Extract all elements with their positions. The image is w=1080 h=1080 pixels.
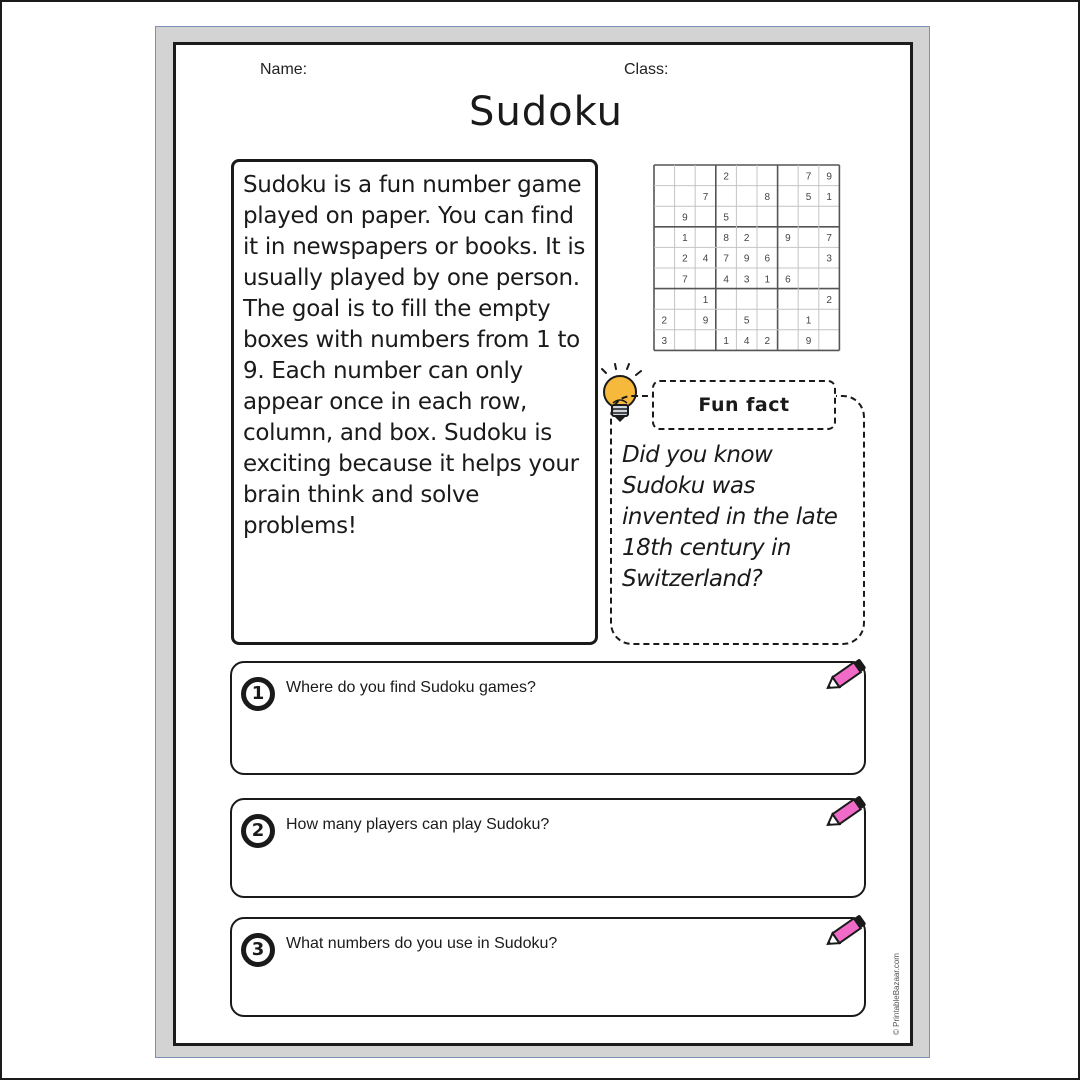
sudoku-cell-value: 9: [785, 233, 791, 245]
sudoku-cell-value: 2: [764, 336, 771, 348]
sudoku-cell-value: 5: [723, 212, 729, 224]
sudoku-cell-value: 3: [743, 274, 750, 286]
question-text: What numbers do you use in Sudoku?: [286, 935, 558, 952]
pencil-icon: [822, 651, 874, 703]
pencil-icon: [822, 788, 874, 840]
reading-passage-box: [231, 159, 598, 645]
sudoku-cell-value: 1: [723, 336, 729, 348]
sudoku-cell-value: 5: [743, 315, 750, 327]
sudoku-cell-value: 2: [723, 171, 729, 183]
sudoku-cell-value: 2: [682, 253, 688, 265]
sudoku-cell-value: 6: [785, 274, 791, 286]
question-number-badge: 2: [241, 814, 275, 848]
sudoku-cell-value: 9: [682, 212, 688, 224]
question-box-3[interactable]: [230, 917, 866, 1017]
pencil-icon: [822, 907, 874, 959]
reading-passage-text: Sudoku is a fun number game played on paper. You can find it in newspapers or books. It is usually played by one person. The goal is to fill the empty boxes with numbers from 1 to 9. Each number can only appear once in each row, column, and box. Sudoku is exciting because it helps your brain think and solve problems!: [243, 172, 586, 539]
sudoku-cell-value: 7: [702, 191, 709, 203]
sudoku-puzzle-image: [652, 163, 842, 359]
sudoku-cell-value: 4: [702, 253, 709, 265]
sudoku-cell-value: 1: [702, 294, 709, 306]
sudoku-cell-value: 2: [826, 294, 832, 306]
sudoku-cell-value: 2: [743, 233, 750, 245]
sudoku-cell-value: 1: [682, 233, 688, 245]
sudoku-cell-value: 2: [661, 315, 668, 327]
sudoku-cell-value: 3: [826, 253, 832, 265]
sudoku-cell-value: 8: [764, 191, 771, 203]
question-number-badge: 1: [241, 677, 275, 711]
sudoku-cell-value: 1: [805, 315, 812, 327]
sudoku-cell-value: 1: [764, 274, 771, 286]
question-text: Where do you find Sudoku games?: [286, 679, 536, 696]
sudoku-cell-value: 7: [723, 253, 729, 265]
question-box-2[interactable]: [230, 798, 866, 898]
sudoku-cell-value: 6: [764, 253, 771, 265]
sudoku-cell-value: 4: [743, 336, 750, 348]
copyright-text: © PrintableBazaar.com: [892, 953, 901, 1035]
page-title: Sudoku: [469, 89, 623, 135]
sudoku-cell-value: 8: [723, 233, 729, 245]
question-text: How many players can play Sudoku?: [286, 816, 550, 833]
name-label: Name:: [260, 61, 308, 78]
worksheet-sheet: [155, 26, 930, 1058]
class-label: Class:: [624, 61, 669, 78]
question-box-1[interactable]: [230, 661, 866, 775]
sudoku-cell-value: 5: [805, 191, 812, 203]
sudoku-cell-value: 9: [805, 336, 812, 348]
fun-fact-text: Did you know Sudoku was invented in the late 18th century in Switzerland?: [622, 442, 838, 592]
question-number-badge: 3: [241, 933, 275, 967]
sudoku-cell-value: 3: [661, 336, 668, 348]
worksheet-page: [173, 42, 913, 1046]
sudoku-cell-value: 9: [702, 315, 709, 327]
sudoku-cell-value: 1: [826, 191, 832, 203]
fun-fact-label: Fun fact: [652, 380, 836, 430]
sudoku-cell-value: 9: [826, 171, 832, 183]
sudoku-cell-value: 7: [805, 171, 812, 183]
sudoku-cell-value: 9: [743, 253, 750, 265]
sudoku-cell-value: 4: [723, 274, 729, 286]
sudoku-cell-value: 7: [826, 233, 832, 245]
sudoku-grid: [652, 163, 842, 355]
sudoku-cell-value: 7: [682, 274, 688, 286]
